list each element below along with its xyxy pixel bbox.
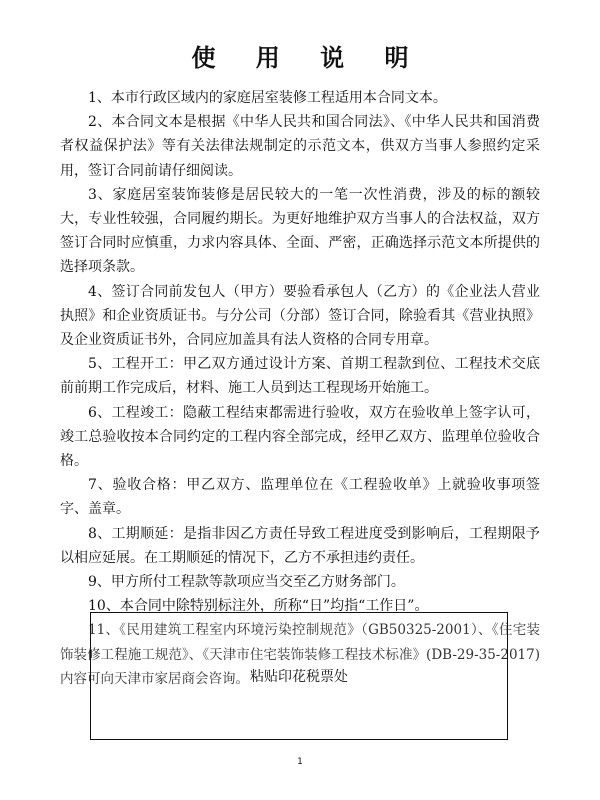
instruction-paragraph-5: 5、工程开工：甲乙双方通过设计方案、首期工程款到位、工程技术交底前前期工作完成后，材料、施工人员到达工程现场开始施工。 [60,356,540,397]
instruction-paragraph-7: 7、验收合格：甲乙双方、监理单位在《工程验收单》上就验收事项签字、盖章。 [60,477,540,518]
instruction-paragraph-2: 2、本合同文本是根据《中华人民共和国合同法》、《中华人民共和国消费者权益保护法》等有关法律法规制定的示范文本，供双方当事人参照约定采用，签订合同前请仔细阅读。 [60,114,540,179]
instruction-paragraph-3: 3、家庭居室装饰装修是居民较大的一笔一次性消费，涉及的标的额较大，专业性较强，合同履约期长。为更好地维护双方当事人的合法权益，双方签订合同时应慎重，力求内容具体、全面、严密，正确选择示范文本所提供的选择项条款。 [60,186,540,276]
instruction-paragraph-9: 9、甲方所付工程款等款项应当交至乙方财务部门。 [88,574,405,591]
page-number: 1 [297,757,303,767]
instruction-paragraph-8: 8、工期顺延：是指非因乙方责任导致工程进度受到影响后，工程期限予以相应延展。在工期顺延的情况下，乙方不承担违约责任。 [60,525,540,566]
tax-stamp-box [90,612,508,740]
instruction-paragraph-1: 1、本市行政区域内的家庭居室装修工程适用本合同文本。 [88,90,447,106]
instruction-paragraph-6: 6、工程竣工：隐蔽工程结束都需进行验收，双方在验收单上签字认可，竣工总验收按本合同约定的工程内容全部完成，经甲乙双方、监理单位验收合格。 [60,404,540,470]
instruction-paragraph-11: 11、《民用建筑工程室内环境污染控制规范》（GB50325-2001）、《住宅装饰装修工程施工规范》、《天津市住宅装饰装修工程技术标准》(DB-29-35-2017)内容可向天津市家居商会咨询。 [60,622,540,687]
instructions-body [60,86,540,691]
page-title: 使 用 说 明 [191,44,425,72]
tax-stamp-label: 粘贴印花税票处 [250,669,348,685]
instruction-paragraph-10: 10、本合同中除特别标注外，所称“日”均指“工作日”。 [88,598,429,615]
instruction-paragraph-4: 4、签订合同前发包人（甲方）要验看承包人（乙方）的《企业法人营业执照》和企业资质证书。与分公司（分部）签订合同，除验看其《营业执照》及企业资质证书外，合同应加盖具有法人资格的合同专用章。 [60,283,540,349]
